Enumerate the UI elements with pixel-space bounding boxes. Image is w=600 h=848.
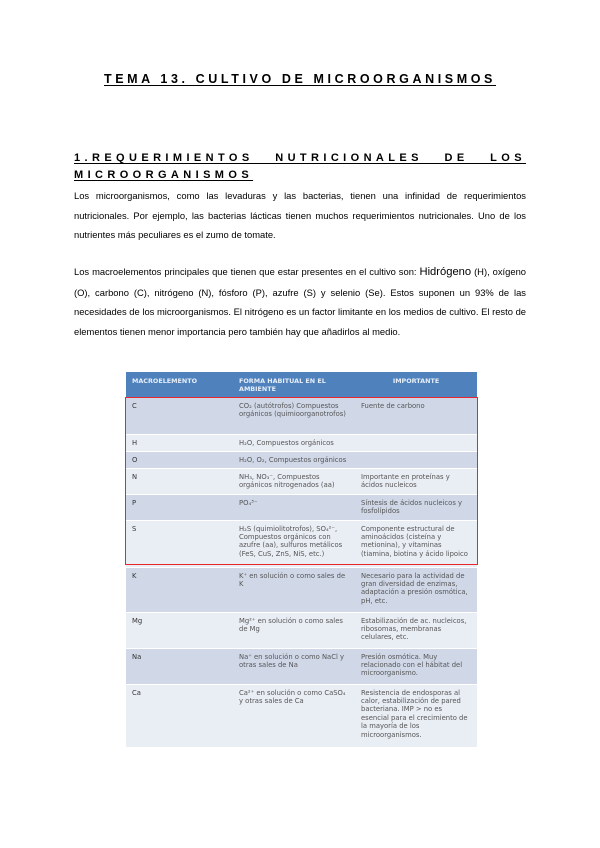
cell-element: Na xyxy=(126,648,233,684)
header-macroelemento: MACROELEMENTO xyxy=(126,372,233,398)
cell-element: O xyxy=(126,451,233,468)
table-header-row xyxy=(126,372,477,398)
cell-form: PO₄³⁻ xyxy=(233,494,355,520)
cell-element: P xyxy=(126,494,233,520)
cell-importance: Importante en proteínas y ácidos nucleicos xyxy=(355,468,477,494)
cell-element: H xyxy=(126,434,233,451)
cell-element: Mg xyxy=(126,612,233,648)
table-row xyxy=(126,451,477,468)
cell-element: S xyxy=(126,520,233,567)
cell-form: K⁺ en solución o como sales de K xyxy=(233,567,355,612)
table-row xyxy=(126,468,477,494)
cell-element: C xyxy=(126,398,233,434)
table-row xyxy=(126,520,477,567)
table-row xyxy=(126,434,477,451)
cell-element: Ca xyxy=(126,684,233,747)
page-title: TEMA 13. CULTIVO DE MICROORGANISMOS xyxy=(104,72,496,86)
cell-form: Mg²⁺ en solución o como sales de Mg xyxy=(233,612,355,648)
cell-importance: Necesario para la actividad de gran diversidad de enzimas, adaptación a presión osmótica, pH, etc. xyxy=(355,567,477,612)
cell-form: NH₃, NO₃⁻, Compuestos orgánicos nitrogenados (aa) xyxy=(233,468,355,494)
cell-importance: Resistencia de endosporas al calor, estabilización de pared bacteriana. IMP > no es esencial para el crecimiento de la mayoría de los microorganismos. xyxy=(355,684,477,747)
table-row xyxy=(126,684,477,747)
header-importante: IMPORTANTE xyxy=(355,372,477,398)
paragraph-macroelements: Los macroelementos principales que tienen que estar presentes en el cultivo son: Hidrógeno (H), oxígeno (O), carbono (C), nitrógeno (N), fósforo (P), azufre (S) y selenio (Se). Estos suponen un 93% de las necesidades de los microorganismos. El nitrógeno es un factor limitante en los medios de cultivo. El resto de elementos tienen menor importancia pero también hay que añadirlos al medio. xyxy=(74,266,526,337)
cell-form: CO₂ (autótrofos) Compuestos orgánicos (quimioorganotrofos) xyxy=(233,398,355,434)
cell-form: H₂S (quimiolitotrofos), SO₄²⁻, Compuestos orgánicos con azufre (aa), sulfuros metálicos (FeS, CuS, ZnS, NiS, etc.) xyxy=(233,520,355,567)
table-row xyxy=(126,494,477,520)
table-row xyxy=(126,567,477,612)
paragraph-intro: Los microorganismos, como las levaduras y las bacterias, tienen una infinidad de requerimientos nutricionales. Por ejemplo, las bacterias lácticas tienen muchos requerimientos nutricionales. Uno de los nutrientes más peculiares es el zumo de tomate. xyxy=(74,190,526,240)
cell-importance xyxy=(355,451,477,468)
cell-importance xyxy=(355,434,477,451)
cell-importance: Síntesis de ácidos nucleicos y fosfolípidos xyxy=(355,494,477,520)
cell-form: H₂O, Compuestos orgánicos xyxy=(233,434,355,451)
cell-importance: Estabilización de ac. nucleicos, ribosomas, membranas celulares, etc. xyxy=(355,612,477,648)
table-row xyxy=(126,648,477,684)
table-row xyxy=(126,398,477,434)
hydrogen-word: Hidrógeno xyxy=(419,266,472,278)
cell-importance: Componente estructural de aminoácidos (cisteína y metionina), y vitaminas (tiamina, biotina y ácido lipoico xyxy=(355,520,477,567)
cell-importance: Presión osmótica. Muy relacionado con el hábitat del microorganismo. xyxy=(355,648,477,684)
macroelements-table xyxy=(126,372,477,748)
cell-form: H₂O, O₂, Compuestos orgánicos xyxy=(233,451,355,468)
section-heading: 1.REQUERIMIENTOS NUTRICIONALES DE LOS MICROORGANISMOS xyxy=(74,152,526,181)
cell-element: N xyxy=(126,468,233,494)
cell-element: K xyxy=(126,567,233,612)
header-forma-habitual: FORMA HABITUAL EN EL AMBIENTE xyxy=(233,372,355,398)
cell-form: Na⁺ en solución o como NaCl y otras sales de Na xyxy=(233,648,355,684)
cell-importance: Fuente de carbono xyxy=(355,398,477,434)
table-row xyxy=(126,612,477,648)
cell-form: Ca²⁺ en solución o como CaSO₄ y otras sales de Ca xyxy=(233,684,355,747)
